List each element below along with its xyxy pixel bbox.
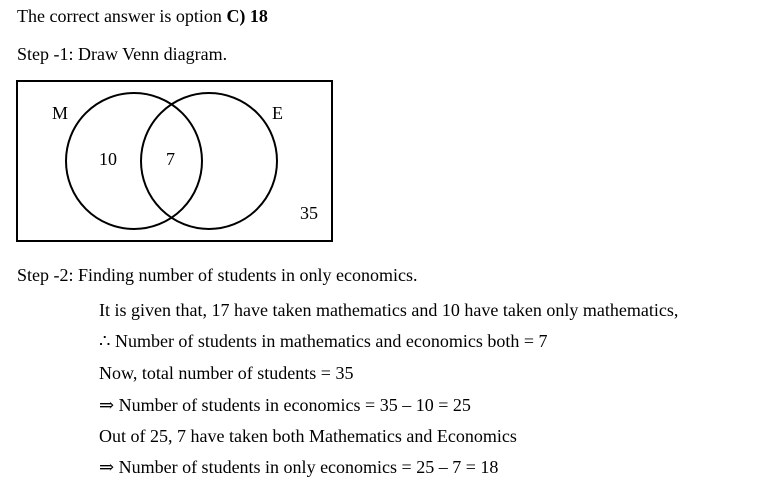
set-e-circle bbox=[141, 93, 277, 229]
outside-value: 35 bbox=[300, 203, 318, 223]
explanation-line-economics: ⇒ Number of students in economics = 35 – 10 = 25 bbox=[99, 395, 471, 415]
set-m-label: M bbox=[52, 103, 69, 123]
set-m-circle bbox=[66, 93, 202, 229]
explanation-line-both: ∴ Number of students in mathematics and economics both = 7 bbox=[99, 331, 548, 351]
step-1-title: Step -1: Draw Venn diagram. bbox=[17, 44, 228, 64]
universal-set-rectangle bbox=[17, 81, 332, 241]
set-e-label: E bbox=[272, 103, 283, 123]
answer-option: C) 18 bbox=[226, 6, 268, 26]
explanation-line-both-subjects: Out of 25, 7 have taken both Mathematics and Economics bbox=[99, 426, 517, 446]
explanation-line-result: ⇒ Number of students in only economics = 25 – 7 = 18 bbox=[99, 457, 499, 477]
explanation-line-given: It is given that, 17 have taken mathematics and 10 have taken only mathematics, bbox=[99, 300, 679, 320]
answer-statement bbox=[17, 6, 268, 27]
intersection-value: 7 bbox=[166, 149, 175, 169]
step-2-title: Step -2: Finding number of students in only economics. bbox=[17, 265, 418, 285]
answer-prefix: The correct answer is option bbox=[17, 6, 227, 26]
explanation-line-total: Now, total number of students = 35 bbox=[99, 363, 354, 383]
only-m-value: 10 bbox=[99, 149, 117, 169]
